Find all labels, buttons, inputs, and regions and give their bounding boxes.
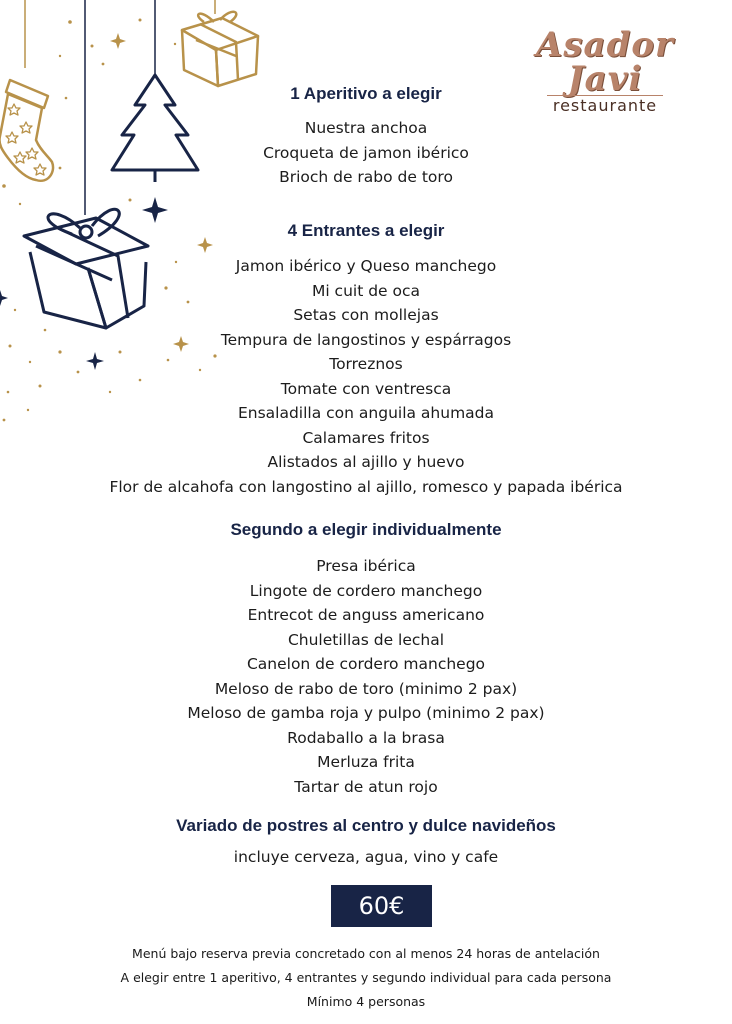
menu-item: Rodaballo a la brasa	[287, 728, 445, 747]
menu-item: Setas con mollejas	[293, 306, 439, 324]
menu-item: Calamares fritos	[302, 428, 430, 447]
entrantes-list	[0, 254, 732, 499]
menu-item: Nuestra anchoa	[304, 119, 428, 137]
menu-item: Canelon de cordero manchego	[246, 655, 486, 673]
section-heading-entrantes: 4 Entrantes a elegir	[287, 221, 445, 240]
footer-notes	[0, 942, 732, 1014]
menu-item: Tomate con ventresca	[280, 379, 452, 398]
logo-subtitle: restaurante	[547, 95, 663, 115]
aperitivo-list	[0, 116, 732, 190]
menu-item: Tartar de atun rojo	[294, 777, 438, 796]
menu-item: Mi cuit de oca	[311, 281, 421, 300]
menu-item: Lingote de cordero manchego	[249, 581, 483, 600]
menu-item: Chuletillas de lechal	[287, 630, 445, 649]
logo-name: Asador Javi	[536, 25, 674, 99]
menu-item: Meloso de gamba roja y pulpo (minimo 2 pax)	[187, 704, 545, 722]
menu-item: Alistados al ajillo y huevo	[267, 453, 465, 471]
menu-item: incluye cerveza, agua, vino y cafe	[233, 848, 499, 866]
menu-item: Entrecot de anguss americano	[247, 606, 485, 624]
menu-item: Jamon ibérico y Queso manchego	[235, 257, 497, 275]
menu-item: Presa ibérica	[316, 557, 416, 575]
note-line: Menú bajo reserva previa concretado con al menos 24 horas de antelación	[132, 946, 600, 961]
menu-item: Meloso de rabo de toro (minimo 2 pax)	[214, 679, 518, 698]
menu-item: Brioch de rabo de toro	[279, 168, 453, 186]
section-heading-segundo: Segundo a elegir individualmente	[230, 520, 502, 539]
menu-item: Merluza frita	[317, 753, 415, 771]
gift-box-icon	[182, 12, 258, 86]
note-line: A elegir entre 1 aperitivo, 4 entrantes y segundo individual para cada persona	[120, 970, 612, 985]
section-heading-aperitivo: 1 Aperitivo a elegir	[290, 84, 442, 103]
segundo-list	[0, 554, 732, 799]
menu-item: Ensaladilla con anguila ahumada	[237, 404, 495, 422]
menu-item: Tempura de langostinos y espárragos	[220, 330, 512, 349]
menu-item: Flor de alcahofa con langostino al ajillo, romesco y papada ibérica	[109, 477, 623, 496]
postres-list	[0, 845, 732, 870]
menu-item: Torreznos	[329, 355, 403, 373]
price-badge: 60€	[331, 885, 432, 927]
section-heading-postres: Variado de postres al centro y dulce navideños	[176, 816, 556, 835]
note-line: Mínimo 4 personas	[306, 994, 426, 1009]
menu-item: Croqueta de jamon ibérico	[263, 143, 469, 162]
